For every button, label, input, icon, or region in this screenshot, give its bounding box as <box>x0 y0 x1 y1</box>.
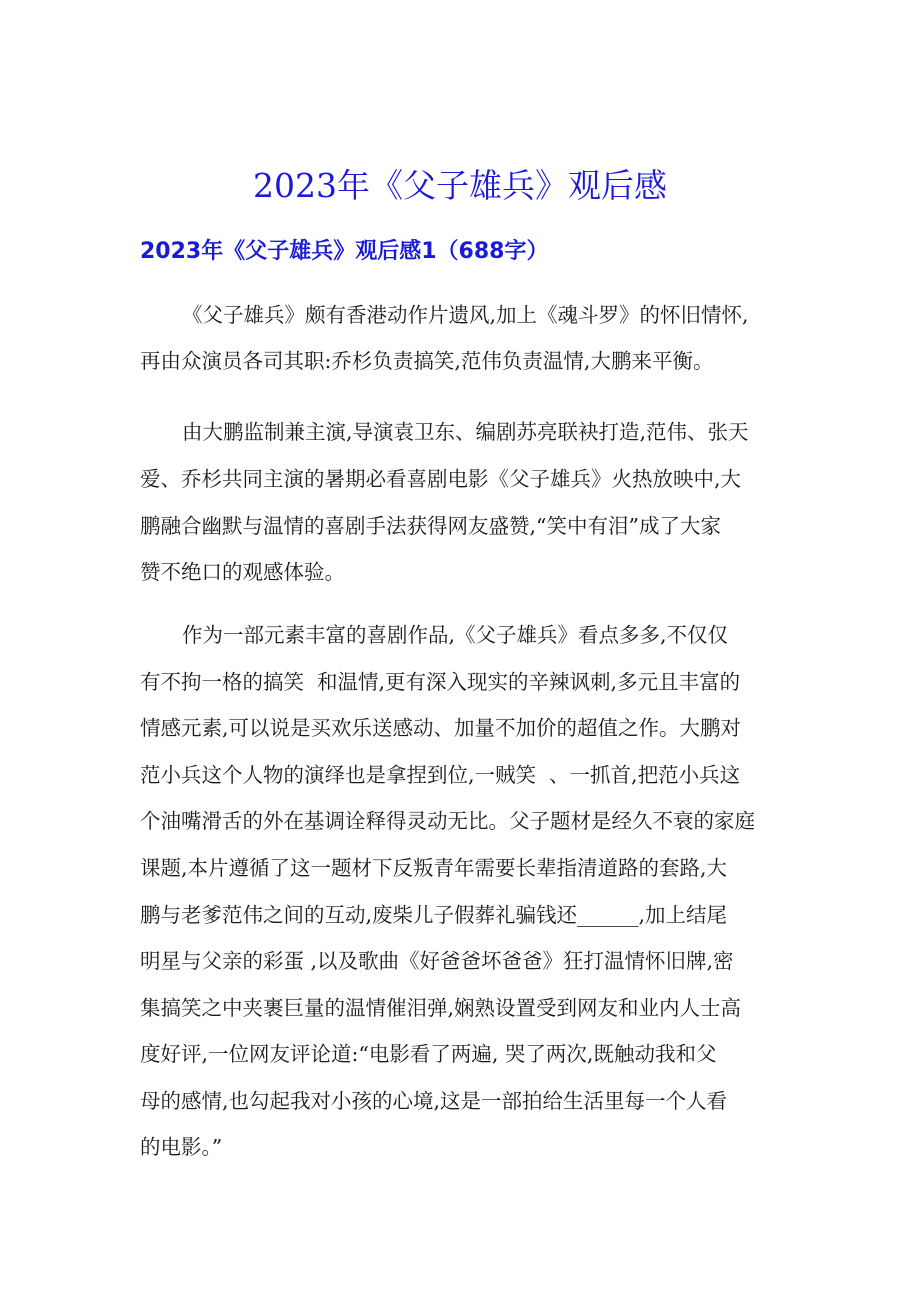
text-line: 明星与父亲的彩蛋 ,以及歌曲《好爸爸坏爸爸》狂打温情怀旧牌,密 <box>140 949 734 973</box>
text-line: 度好评,一位网友评论道:“电影看了两遍, 哭了两次,既触动我和父 <box>140 1042 717 1066</box>
text-line: 范小兵这个人物的演绎也是拿捏到位,一贼笑 、一抓首,把范小兵这 <box>140 763 741 787</box>
text-line: 《父子雄兵》颇有香港动作片遗风,加上《魂斗罗》的怀旧情怀, <box>182 303 749 327</box>
text-line: 情感元素,可以说是买欢乐送感动、加量不加价的超值之作。大鹏对 <box>140 716 742 740</box>
text-line: 作为一部元素丰富的喜剧作品,《父子雄兵》看点多多,不仅仅 <box>182 623 729 647</box>
text-line: 有不拘一格的搞笑 和温情,更有深入现实的辛辣讽刺,多元且丰富的 <box>140 670 741 694</box>
text-line: 集搞笑之中夹裹巨量的温情催泪弹,娴熟设置受到网友和业内人士高 <box>140 996 742 1020</box>
document-title: 2023年《父子雄兵》观后感 <box>253 166 667 206</box>
section-heading: 2023年《父子雄兵》观后感1（688字） <box>140 239 549 264</box>
text-line: 赞不绝口的观感体验。 <box>140 560 345 584</box>
text-line: 鹏与老爹范伟之间的互动,废柴儿子假葬礼骗钱还______,加上结尾 <box>140 903 728 927</box>
text-line: 母的感情,也勾起我对小孩的心境,这是一部拍给生活里每一个人看 <box>140 1089 728 1113</box>
text-line: 爱、乔杉共同主演的暑期必看喜剧电影《父子雄兵》火热放映中,大 <box>140 467 742 491</box>
text-line: 由大鹏监制兼主演,导演袁卫东、编剧苏亮联袂打造,范伟、张天 <box>182 420 749 444</box>
text-line: 的电影。” <box>140 1135 223 1159</box>
text-line: 个油嘴滑舌的外在基调诠释得灵动无比。父子题材是经久不衰的家庭 <box>140 809 755 833</box>
text-line: 再由众演员各司其职:乔杉负责搞笑,范伟负责温情,大鹏来平衡。 <box>140 349 714 373</box>
text-line: 课题,本片遵循了这一题材下反叛青年需要长辈指清道路的套路,大 <box>140 856 728 880</box>
text-line: 鹏融合幽默与温情的喜剧手法获得网友盛赞,“笑中有泪”成了大家 <box>140 514 721 538</box>
